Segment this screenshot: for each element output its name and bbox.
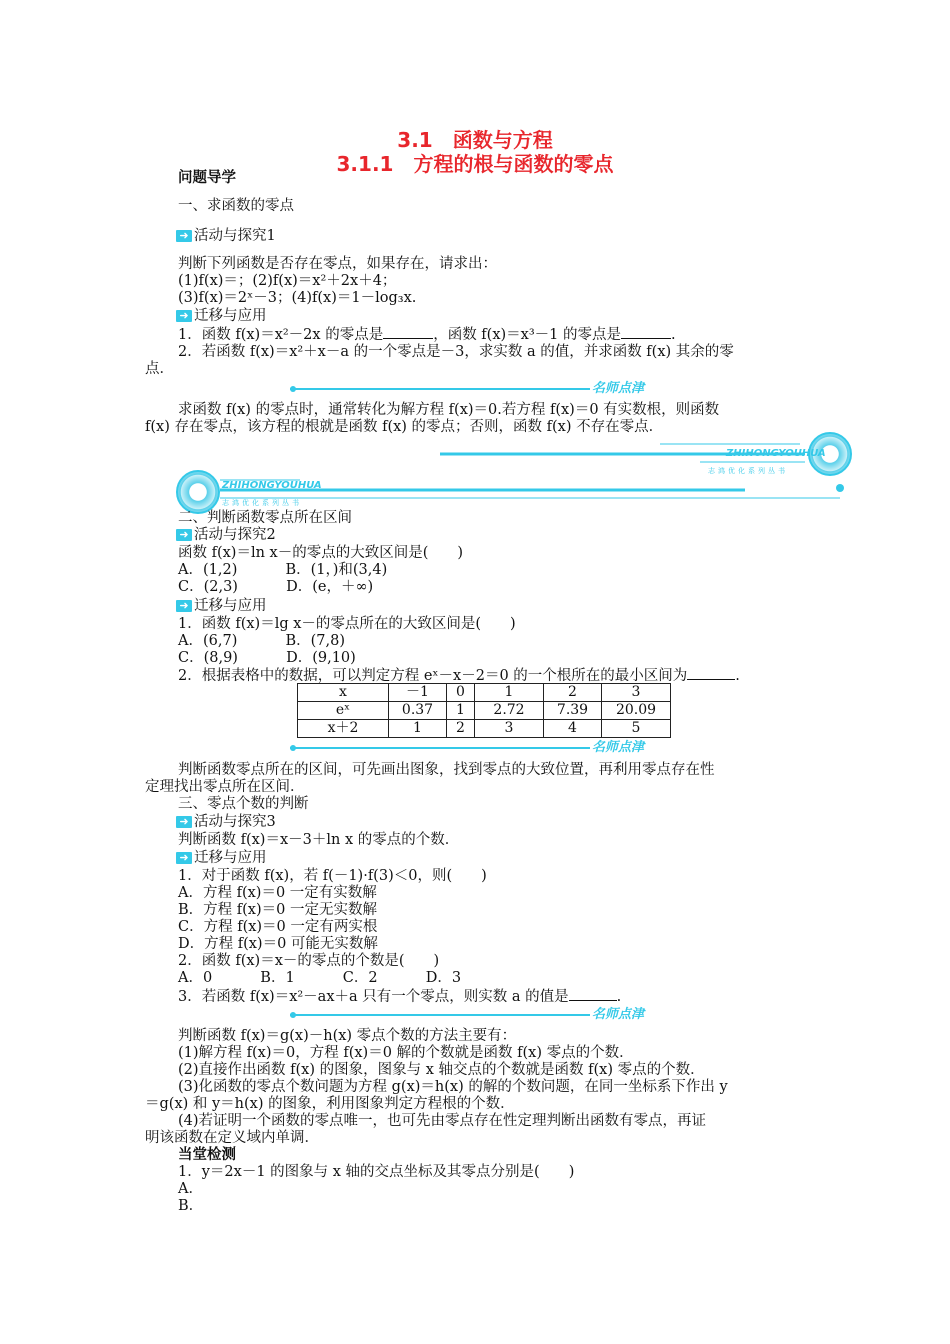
part2-q1AB: A．(6,7) B．(7,8) — [178, 633, 345, 649]
part1-q1 — [178, 326, 676, 344]
part2-optCD: C．(2,3) D．(e，＋∞) — [178, 579, 374, 595]
part2-optAB: A．(1,2) B．(1，)和(3,4) — [178, 562, 388, 578]
part3-tip3a: (3)化函数的零点个数问题为方程 g(x)＝h(x) 的解的个数问题，在同一坐标系下作出 y — [178, 1079, 728, 1095]
part1-item12: (1)f(x)＝；(2)f(x)＝x²＋2x＋4； — [178, 273, 397, 289]
table-cell: 2 — [447, 720, 475, 738]
part3-q1: 1．对于函数 f(x)，若 f(－1)·f(3)＜0，则( ) — [178, 868, 487, 884]
part3-heading: 三、零点个数的判断 — [178, 796, 309, 812]
table-cell: 0.37 — [389, 702, 447, 720]
part3-q1C: C．方程 f(x)＝0 一定有两实根 — [178, 919, 378, 935]
part1-heading: 一、求函数的零点 — [178, 198, 294, 214]
transfer-label: 迁移与应用 — [194, 308, 267, 324]
part3-tip4a: (4)若证明一个函数的零点唯一，也可先由零点存在性定理判断出函数有零点，再证 — [178, 1113, 707, 1129]
part1-item34: (3)f(x)＝2ˣ－3；(4)f(x)＝1－log₃x. — [178, 290, 417, 306]
part2-heading: 二、判断函数零点所在区间 — [178, 510, 352, 526]
check-q1: 1．y＝2x－1 的图象与 x 轴的交点坐标及其零点分别是( ) — [178, 1164, 575, 1180]
transfer-label: 迁移与应用 — [194, 598, 267, 614]
part3-q1A: A．方程 f(x)＝0 一定有实数解 — [178, 885, 377, 901]
part1-q2-cont: 点． — [145, 361, 174, 377]
q3-text: 3．若函数 f(x)＝x²－ax＋a 只有一个零点，则实数 a 的值是 — [178, 989, 569, 1005]
arrow-icon: ➜ — [176, 816, 192, 828]
emblem-icon — [176, 470, 220, 514]
part1-transfer — [176, 308, 267, 325]
part2-q1CD: C．(8,9) D．(9,10) — [178, 650, 356, 666]
band-subtext: 志鸿优化系列丛书 — [708, 467, 788, 475]
table-cell: 3 — [475, 720, 544, 738]
table-cell: 20.09 — [602, 702, 671, 720]
table-cell: 4 — [544, 720, 602, 738]
part1-q2: 2．若函数 f(x)＝x²＋x－a 的一个零点是－3，求实数 a 的值，并求函数 f(x) 其余的零 — [178, 344, 734, 360]
table-cell: 2.72 — [475, 702, 544, 720]
band-text: ZHIHONGYOUHUA — [222, 480, 322, 491]
table-cell: 7.39 — [544, 702, 602, 720]
part3-activity — [176, 814, 276, 831]
q2-text: 2．根据表格中的数据，可以判定方程 eˣ－x－2＝0 的一个根所在的最小区间为 — [178, 668, 688, 684]
part2-q1: 1．函数 f(x)＝lg x－的零点所在的大致区间是( ) — [178, 616, 516, 632]
part2-tip2: 定理找出零点所在区间． — [145, 779, 305, 795]
tip-badge: 名师点津 — [592, 381, 645, 396]
table-cell: 2 — [544, 684, 602, 702]
tip-badge: 名师点津 — [592, 1007, 645, 1022]
q1-part-a: 1．函数 f(x)＝x²－2x 的零点是 — [178, 327, 384, 343]
part3-tip4b: 明该函数在定义域内单调． — [145, 1130, 319, 1146]
part3-tip1: (1)解方程 f(x)＝0，方程 f(x)＝0 解的个数就是函数 f(x) 零点的个数． — [178, 1045, 634, 1061]
q2-end: . — [735, 668, 740, 684]
q1-end: . — [671, 327, 676, 343]
part2-prompt: 函数 f(x)＝ln x－的零点的大致区间是( ) — [178, 545, 464, 561]
q1-part-b: ，函数 f(x)＝x³－1 的零点是 — [433, 327, 621, 343]
part2-activity — [176, 527, 276, 544]
table-row — [298, 684, 671, 702]
part2-tip1: 判断函数零点所在的区间，可先画出图象，找到零点的大致位置，再利用零点存在性 — [178, 762, 715, 778]
transfer-label: 迁移与应用 — [194, 850, 267, 866]
part3-q2opts: A．0 B．1 C．2 D．3 — [178, 970, 462, 986]
part3-transfer — [176, 850, 267, 867]
tip-divider — [290, 1014, 590, 1016]
check-optA: A． — [178, 1181, 203, 1197]
subsection-title: 3.1.1 方程的根与函数的零点 — [336, 152, 614, 176]
tip-divider — [290, 747, 590, 749]
tip-divider — [290, 388, 590, 390]
section-title: 3.1 函数与方程 — [397, 128, 553, 152]
arrow-icon: ➜ — [176, 852, 192, 864]
arrow-icon: ➜ — [176, 230, 192, 242]
table-cell: x — [298, 684, 389, 702]
table-cell: eˣ — [298, 702, 389, 720]
table-cell: 1 — [475, 684, 544, 702]
tip-badge: 名师点津 — [592, 740, 645, 755]
q3-end: . — [616, 989, 622, 1005]
part3-q1D: D．方程 f(x)＝0 可能无实数解 — [178, 936, 378, 952]
part1-prompt: 判断下列函数是否存在零点，如果存在，请求出： — [178, 256, 497, 272]
check-heading: 当堂检测 — [178, 1147, 236, 1163]
activity-label: 活动与探究3 — [194, 814, 276, 830]
table-row — [298, 720, 671, 738]
answer-blank — [383, 326, 433, 339]
answer-blank — [569, 988, 617, 1001]
part3-q2: 2．函数 f(x)＝x－的零点的个数是( ) — [178, 953, 440, 969]
part3-tip2: (2)直接作出函数 f(x) 的图象，图象与 x 轴交点的个数就是函数 f(x) 零点的个数． — [178, 1062, 705, 1078]
activity-label: 活动与探究1 — [194, 228, 276, 244]
part3-prompt: 判断函数 f(x)＝x－3＋ln x 的零点的个数． — [178, 832, 460, 848]
part3-q3 — [178, 988, 621, 1006]
part1-activity — [176, 228, 276, 245]
table-cell: 5 — [602, 720, 671, 738]
table-row — [298, 702, 671, 720]
heading-guide: 问题导学 — [178, 170, 236, 186]
part3-tip3b: ＝g(x) 和 y＝h(x) 的图象，利用图象判定方程根的个数． — [145, 1096, 515, 1112]
table-cell: x＋2 — [298, 720, 389, 738]
table-cell: 1 — [389, 720, 447, 738]
activity-label: 活动与探究2 — [194, 527, 276, 543]
table-cell: 0 — [447, 684, 475, 702]
data-table — [297, 683, 671, 738]
part1-tip2: f(x) 存在零点，该方程的根就是函数 f(x) 的零点；否则，函数 f(x) 不存在零点． — [145, 419, 664, 435]
band-text: ZHIHONGYOUHUA — [726, 448, 826, 459]
part1-tip1: 求函数 f(x) 的零点时，通常转化为解方程 f(x)＝0.若方程 f(x)＝0 有实数根，则函数 — [178, 402, 720, 418]
arrow-icon: ➜ — [176, 529, 192, 541]
answer-blank — [621, 326, 671, 339]
table-cell: 3 — [602, 684, 671, 702]
check-optB: B． — [178, 1198, 204, 1214]
table-cell: 1 — [447, 702, 475, 720]
answer-blank — [687, 667, 735, 680]
band-subtext: 志鸿优化系列丛书 — [222, 499, 302, 507]
table-cell: －1 — [389, 684, 447, 702]
part3-tip0: 判断函数 f(x)＝g(x)－h(x) 零点个数的方法主要有： — [178, 1028, 517, 1044]
part3-q1B: B．方程 f(x)＝0 一定无实数解 — [178, 902, 377, 918]
arrow-icon: ➜ — [176, 310, 192, 322]
part2-transfer — [176, 598, 267, 615]
arrow-icon: ➜ — [176, 600, 192, 612]
